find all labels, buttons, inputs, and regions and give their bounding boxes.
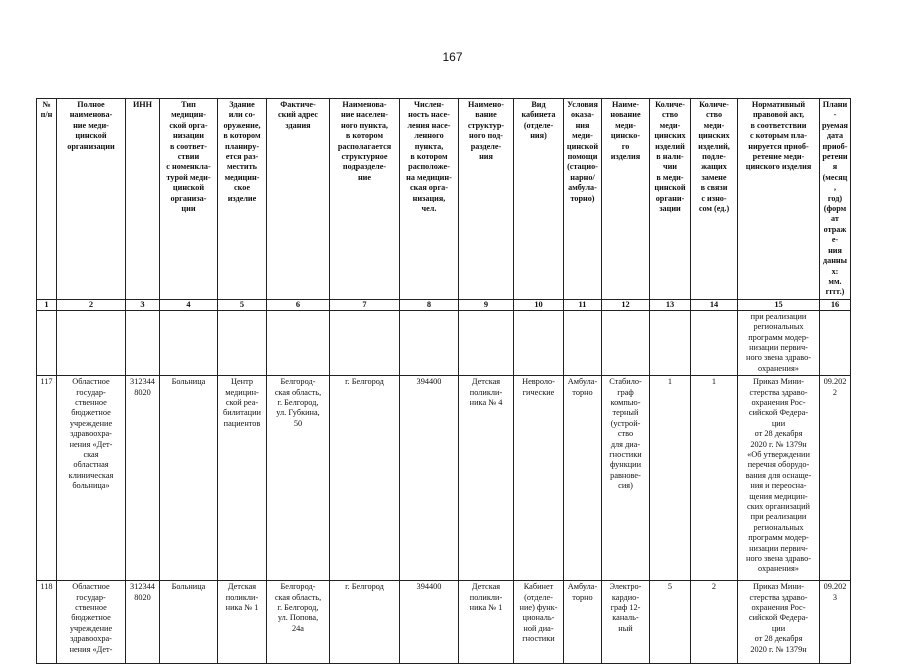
header-cell: Вид кабинета (отделе- ния) <box>514 99 564 300</box>
qty-replace-cell: 2 <box>691 581 738 664</box>
org-type-cell: Больница <box>160 581 218 664</box>
qty-available-cell: 5 <box>650 581 691 664</box>
table-cell <box>514 310 564 375</box>
date-cell: 09.2023 <box>820 581 851 664</box>
normative-act-cell: при реализации региональных программ модер- низации первич- ного звена здраво- охранения» <box>738 310 820 375</box>
header-row <box>37 99 851 300</box>
address-cell: Белгород- ская область, г. Белгород, ул. Попова, 24а <box>267 581 330 664</box>
header-cell: Фактиче- ский адрес здания <box>267 99 330 300</box>
table-cell <box>650 310 691 375</box>
column-number: 4 <box>160 299 218 310</box>
qty-replace-cell: 1 <box>691 376 738 581</box>
address-cell: Белгород- ская область, г. Белгород, ул. Губкина, 50 <box>267 376 330 581</box>
conditions-cell: Амбула- торно <box>564 581 602 664</box>
population-cell: 394400 <box>400 581 459 664</box>
column-number: 15 <box>738 299 820 310</box>
table-cell <box>37 310 57 375</box>
column-number: 13 <box>650 299 691 310</box>
building-cell: Центр медицин- ской реа- билитации пациентов <box>218 376 267 581</box>
table-cell <box>330 310 400 375</box>
organization-cell: Областное государ- ственное бюджетное учреждение здравоохра- нения «Дет- <box>57 581 126 664</box>
header-cell: Условия оказа- ния меди- цинской помощи (стацио- нарно/ амбула- торно) <box>564 99 602 300</box>
qty-available-cell: 1 <box>650 376 691 581</box>
table-row <box>37 581 851 664</box>
column-number: 7 <box>330 299 400 310</box>
header-cell: Тип медицин- ской орга- низации в соответ- ствии с номенкла- турой меди- цинской организа- ции <box>160 99 218 300</box>
organization-cell: Областное государ- ственное бюджетное учреждение здравоохра- нения «Дет- ская областная клиническая больница» <box>57 376 126 581</box>
unit-cell: Детская поликли- ника № 1 <box>459 581 514 664</box>
conditions-cell: Амбула- торно <box>564 376 602 581</box>
table-cell <box>57 310 126 375</box>
column-number: 3 <box>126 299 160 310</box>
table-cell <box>459 310 514 375</box>
normative-act-cell: Приказ Мини- стерства здраво- охранения Рос- сийской Федера- ции от 28 декабря 2020 г. № 1379н <box>738 581 820 664</box>
table-cell <box>126 310 160 375</box>
column-numbers-row <box>37 299 851 310</box>
device-cell: Стабило- граф компью- терный (устрой- ство для диа- гностики функции равнове- сия) <box>602 376 650 581</box>
header-cell: Нормативный правовой акт, в соответствии с которым пла- нируется приоб- ретение меди- цинского изделия <box>738 99 820 300</box>
table-cell <box>602 310 650 375</box>
header-cell: Количе- ство меди- цинских изделий, подле- жащих замене в связи с изно- сом (ед.) <box>691 99 738 300</box>
building-cell: Детская поликли- ника № 1 <box>218 581 267 664</box>
equipment-table <box>36 98 851 664</box>
table-cell <box>218 310 267 375</box>
cabinet-cell: Невроло- гические <box>514 376 564 581</box>
row-number-cell: 117 <box>37 376 57 581</box>
row-number-cell: 118 <box>37 581 57 664</box>
table-row <box>37 376 851 581</box>
table-cell <box>820 310 851 375</box>
column-number: 8 <box>400 299 459 310</box>
inn-cell: 312344 8020 <box>126 376 160 581</box>
settlement-cell: г. Белгород <box>330 376 400 581</box>
column-number: 1 <box>37 299 57 310</box>
column-number: 10 <box>514 299 564 310</box>
table-cell <box>691 310 738 375</box>
header-cell: Числен- ность насе- ления насе- ленного пункта, в котором расположе- на медицин- ская орга- низация, чел. <box>400 99 459 300</box>
column-number: 5 <box>218 299 267 310</box>
date-cell: 09.2022 <box>820 376 851 581</box>
device-cell: Электро- кардио- граф 12- каналь- ный <box>602 581 650 664</box>
header-cell: Полное наименова- ние меди- цинской организации <box>57 99 126 300</box>
normative-act-cell: Приказ Мини- стерства здраво- охранения Рос- сийской Федера- ции от 28 декабря 2020 г. № 1379н «Об утверждении перечня оборудо- вания для оснаще- ния и переосна- щения медицин- ских организаций при реализации региональных программ модер- низации первич- ного звена здраво- охранения» <box>738 376 820 581</box>
header-cell: Количе- ство меди- цинских изделий в нали- чии в меди- цинской органи- зации <box>650 99 691 300</box>
column-number: 12 <box>602 299 650 310</box>
column-number: 6 <box>267 299 330 310</box>
table-row-continuation <box>37 310 851 375</box>
header-cell: ИНН <box>126 99 160 300</box>
table-cell <box>160 310 218 375</box>
org-type-cell: Больница <box>160 376 218 581</box>
column-number: 16 <box>820 299 851 310</box>
unit-cell: Детская поликли- ника № 4 <box>459 376 514 581</box>
header-cell: Наиме- нование меди- цинско- го изделия <box>602 99 650 300</box>
column-number: 14 <box>691 299 738 310</box>
header-cell: Наимено- вание структур- ного под- разделе- ния <box>459 99 514 300</box>
table-cell <box>400 310 459 375</box>
header-cell: Наименова- ние населен- ного пункта, в котором располагается структурное подразделе- ние <box>330 99 400 300</box>
table-cell <box>267 310 330 375</box>
column-number: 11 <box>564 299 602 310</box>
header-cell: Здание или со- оружение, в котором планиру- ется раз- местить медицин- ское изделие <box>218 99 267 300</box>
page-number: 167 <box>442 50 463 64</box>
cabinet-cell: Кабинет (отделе- ние) функ- циональ- ной диа- гностики <box>514 581 564 664</box>
table-cell <box>564 310 602 375</box>
column-number: 9 <box>459 299 514 310</box>
header-cell: № п/н <box>37 99 57 300</box>
settlement-cell: г. Белгород <box>330 581 400 664</box>
population-cell: 394400 <box>400 376 459 581</box>
inn-cell: 312344 8020 <box>126 581 160 664</box>
column-number: 2 <box>57 299 126 310</box>
header-cell: Плани- руемая дата приоб- ретения (месяц, год) (формат отраже- ния данных: мм. гггг.) <box>820 99 851 300</box>
table-container <box>36 98 850 654</box>
